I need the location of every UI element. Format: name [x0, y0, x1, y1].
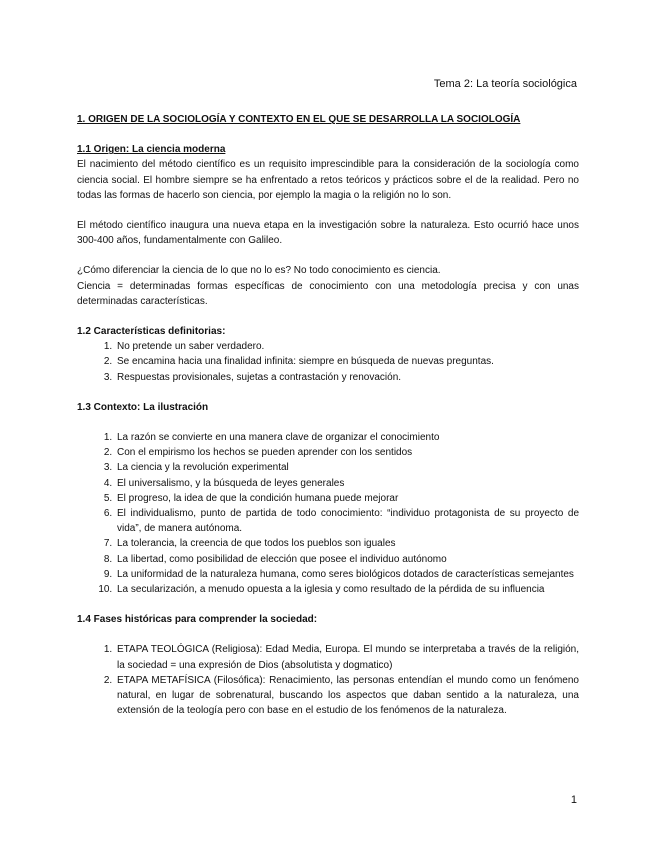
phases-list	[77, 642, 579, 718]
document-body	[77, 112, 579, 719]
characteristics-list	[77, 339, 579, 385]
list-item: 2. ETAPA METAFÍSICA (Filosófica): Renacimiento, las personas entendían el mundo como un fenómeno natural, en lugar de sobrenatural, buscando los aspectos que daban sentido a la naturaleza, una extensión de la teología pero con base en el estudio de los fenómenos de la naturaleza.	[115, 673, 579, 719]
section-1-heading: 1. ORIGEN DE LA SOCIOLOGÍA Y CONTEXTO EN EL QUE SE DESARROLLA LA SOCIOLOGÍA	[77, 114, 521, 125]
list-item: 5. El progreso, la idea de que la condición humana puede mejorar	[115, 491, 579, 506]
list-item: 3. Respuestas provisionales, sujetas a contrastación y renovación.	[115, 370, 579, 385]
page-header: Tema 2: La teoría sociológica	[433, 78, 577, 90]
paragraph: El método científico inaugura una nueva etapa en la investigación sobre la naturaleza. Esto ocurrió hace unos 300-400 años, fundamentalmente con Galileo.	[77, 220, 579, 247]
list-item: 1. La razón se convierte en una manera clave de organizar el conocimiento	[115, 430, 579, 445]
list-item: 1. ETAPA TEOLÓGICA (Religiosa): Edad Media, Europa. El mundo se interpretaba a través de la religión, la sociedad = una expresión de Dios (absolutista y dogmatico)	[115, 642, 579, 672]
list-item: 8. La libertad, como posibilidad de elección que posee el individuo autónomo	[115, 552, 579, 567]
section-1-1-heading: 1.1 Origen: La ciencia moderna	[77, 144, 226, 156]
context-list	[77, 430, 579, 597]
paragraph: ¿Cómo diferenciar la ciencia de lo que no lo es? No todo conocimiento es ciencia.	[77, 265, 441, 277]
list-item: 1. No pretende un saber verdadero.	[115, 339, 579, 354]
list-item: 4. El universalismo, y la búsqueda de leyes generales	[115, 476, 579, 491]
section-1-4-heading: 1.4 Fases históricas para comprender la sociedad:	[77, 614, 318, 626]
list-item: 7. La tolerancia, la creencia de que todos los pueblos son iguales	[115, 536, 579, 551]
list-item: 6. El individualismo, punto de partida de todo conocimiento: “individuo protagonista de su proyecto de vida”, de manera autónoma.	[115, 506, 579, 536]
page-number: 1	[570, 794, 577, 806]
section-1-3-heading: 1.3 Contexto: La ilustración	[77, 401, 209, 413]
list-item: 2. Se encamina hacia una finalidad infinita: siempre en búsqueda de nuevas preguntas.	[115, 354, 579, 369]
section-1-2-heading: 1.2 Características definitorias:	[77, 326, 226, 338]
list-item: 9. La uniformidad de la naturaleza humana, como seres biológicos dotados de características semejantes	[115, 567, 579, 582]
paragraph: Ciencia = determinadas formas específicas de conocimiento con una metodología precisa y con unas determinadas características.	[77, 280, 579, 307]
paragraph: El nacimiento del método científico es un requisito imprescindible para la consideración de la sociología como ciencia social. El hombre siempre se ha enfrentado a retos teóricos y prácticos sobre el de la realidad. Pero no todas las formas de hacerlo son ciencia, por ejemplo la magia o la religión no lo son.	[77, 159, 579, 201]
list-item: 2. Con el empirismo los hechos se pueden aprender con los sentidos	[115, 445, 579, 460]
list-item: 3. La ciencia y la revolución experimental	[115, 460, 579, 475]
list-item: 10. La secularización, a menudo opuesta a la iglesia y como resultado de la pérdida de su influencia	[115, 582, 579, 597]
